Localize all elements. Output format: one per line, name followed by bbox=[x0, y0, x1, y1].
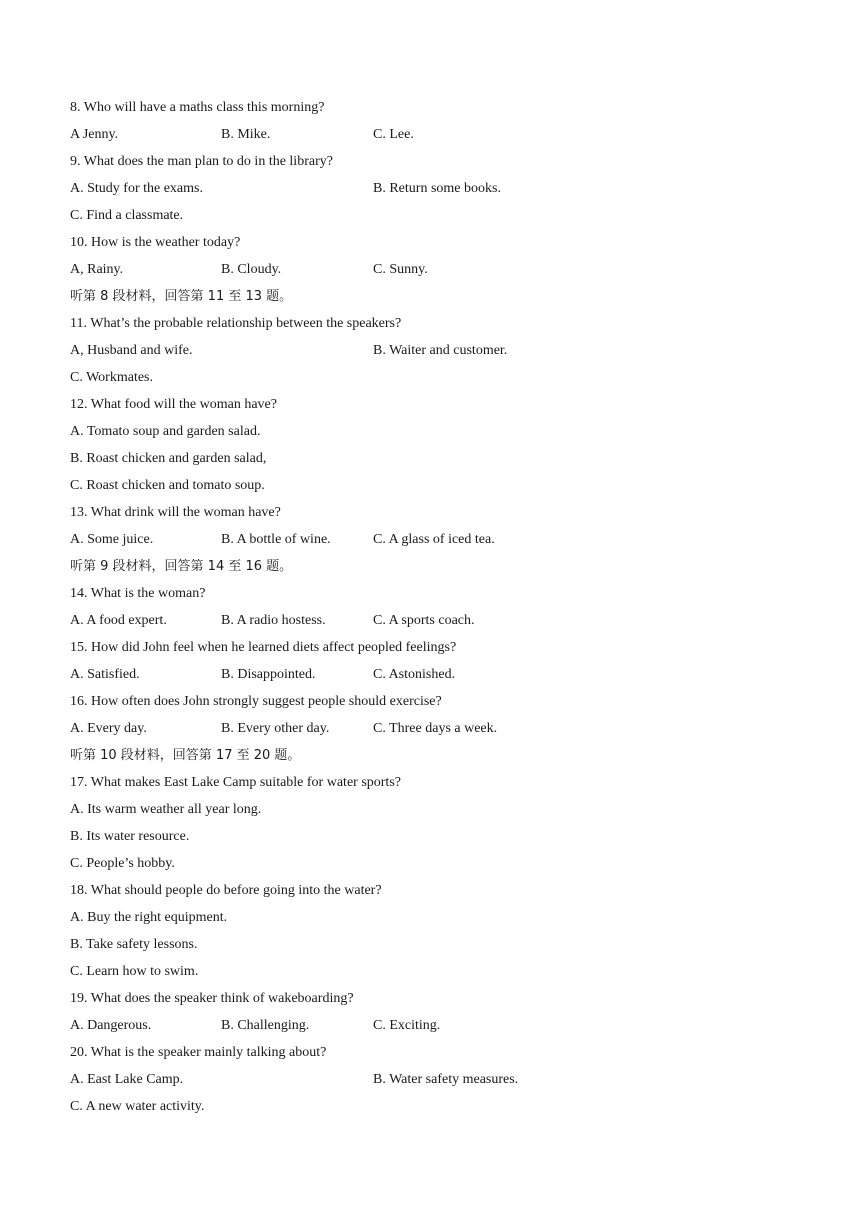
option-c: C. Exciting. bbox=[373, 1018, 441, 1033]
text-line: A. Tomato soup and garden salad. bbox=[70, 424, 261, 439]
option-b: B. Disappointed. bbox=[221, 667, 316, 682]
text-line: B. Roast chicken and garden salad, bbox=[70, 451, 267, 466]
options-row bbox=[70, 530, 790, 557]
option-b: B. Waiter and customer. bbox=[373, 343, 508, 358]
option-b: B. A radio hostess. bbox=[221, 613, 326, 628]
options-row bbox=[70, 719, 790, 746]
text-line: 13. What drink will the woman have? bbox=[70, 505, 281, 520]
option-b: B. Cloudy. bbox=[221, 262, 282, 277]
options-row bbox=[70, 611, 790, 638]
option-b: B. Return some books. bbox=[373, 181, 501, 196]
options-row bbox=[70, 260, 790, 287]
option-a: A. Some juice. bbox=[70, 532, 154, 547]
section-instruction: 听第 9 段材料，回答第 14 至 16 题。 bbox=[70, 559, 293, 574]
option-c: C. Astonished. bbox=[373, 667, 456, 682]
option-a: A Jenny. bbox=[70, 127, 119, 142]
text-line: 18. What should people do before going into the water? bbox=[70, 883, 382, 898]
text-line: C. People’s hobby. bbox=[70, 856, 175, 871]
text-line: 9. What does the man plan to do in the library? bbox=[70, 154, 333, 169]
text-line: C. Workmates. bbox=[70, 370, 153, 385]
options-row bbox=[70, 341, 790, 368]
option-b: B. Every other day. bbox=[221, 721, 330, 736]
text-line: C. Learn how to swim. bbox=[70, 964, 199, 979]
options-row bbox=[70, 665, 790, 692]
option-a: A. A food expert. bbox=[70, 613, 167, 628]
text-line: 17. What makes East Lake Camp suitable for water sports? bbox=[70, 775, 401, 790]
text-line: 10. How is the weather today? bbox=[70, 235, 241, 250]
section-instruction: 听第 8 段材料，回答第 11 至 13 题。 bbox=[70, 289, 293, 304]
option-c: C. Three days a week. bbox=[373, 721, 498, 736]
option-b: B. Challenging. bbox=[221, 1018, 310, 1033]
option-a: A. Every day. bbox=[70, 721, 147, 736]
text-line: B. Take safety lessons. bbox=[70, 937, 198, 952]
text-line: C. A new water activity. bbox=[70, 1099, 205, 1114]
option-a: A. Dangerous. bbox=[70, 1018, 152, 1033]
option-a: A, Husband and wife. bbox=[70, 343, 193, 358]
options-row bbox=[70, 1070, 790, 1097]
option-c: C. A glass of iced tea. bbox=[373, 532, 495, 547]
section-instruction: 听第 10 段材料，回答第 17 至 20 题。 bbox=[70, 748, 301, 763]
option-a: A. Satisfied. bbox=[70, 667, 140, 682]
text-line: 16. How often does John strongly suggest people should exercise? bbox=[70, 694, 442, 709]
text-line: 20. What is the speaker mainly talking about? bbox=[70, 1045, 327, 1060]
text-line: C. Find a classmate. bbox=[70, 208, 184, 223]
option-b: B. A bottle of wine. bbox=[221, 532, 331, 547]
text-line: 11. What’s the probable relationship between the speakers? bbox=[70, 316, 402, 331]
exam-page bbox=[70, 98, 790, 1124]
option-c: C. Lee. bbox=[373, 127, 414, 142]
option-a: A, Rainy. bbox=[70, 262, 124, 277]
text-line: 14. What is the woman? bbox=[70, 586, 206, 601]
text-line: 15. How did John feel when he learned diets affect peopled feelings? bbox=[70, 640, 457, 655]
text-line: B. Its water resource. bbox=[70, 829, 190, 844]
options-row bbox=[70, 125, 790, 152]
text-line: C. Roast chicken and tomato soup. bbox=[70, 478, 265, 493]
text-line: 19. What does the speaker think of wakeboarding? bbox=[70, 991, 354, 1006]
text-line: 8. Who will have a maths class this morning? bbox=[70, 100, 325, 115]
text-line: 12. What food will the woman have? bbox=[70, 397, 277, 412]
option-c: C. Sunny. bbox=[373, 262, 428, 277]
text-line: A. Buy the right equipment. bbox=[70, 910, 228, 925]
option-b: B. Mike. bbox=[221, 127, 271, 142]
options-row bbox=[70, 1016, 790, 1043]
option-a: A. Study for the exams. bbox=[70, 181, 203, 196]
options-row bbox=[70, 179, 790, 206]
option-c: C. A sports coach. bbox=[373, 613, 475, 628]
option-b: B. Water safety measures. bbox=[373, 1072, 519, 1087]
option-a: A. East Lake Camp. bbox=[70, 1072, 184, 1087]
text-line: A. Its warm weather all year long. bbox=[70, 802, 262, 817]
